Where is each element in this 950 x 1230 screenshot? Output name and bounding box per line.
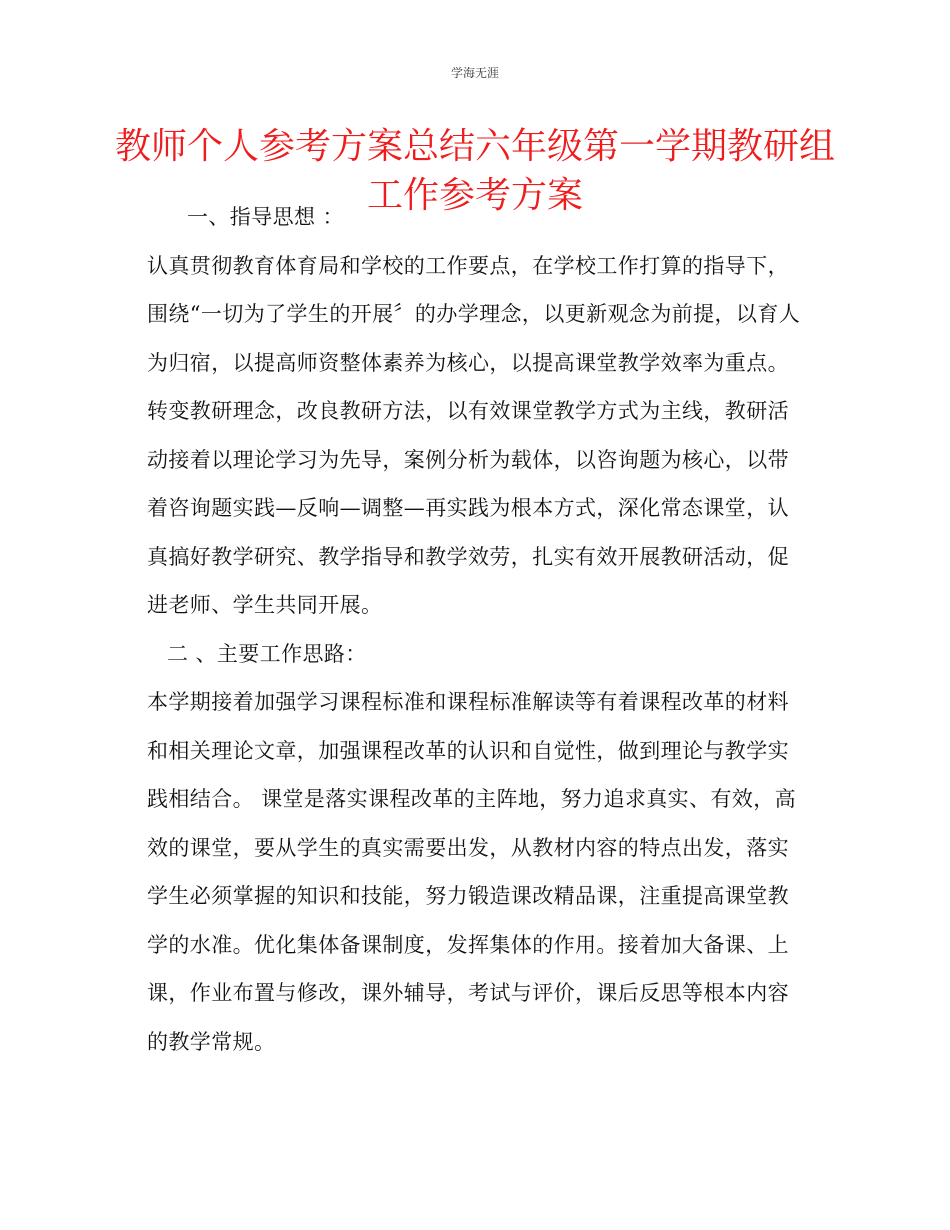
document-body xyxy=(147,193,807,1066)
section-heading-main-work: 二 、主要工作思路： xyxy=(167,641,367,666)
document-title: 教师个人参考方案总结六年级第一学期教研组工作参考方案 xyxy=(114,126,835,216)
page-header: 学海无涯 xyxy=(450,66,499,80)
section-heading-guiding-thought: 一、指导思想 ： xyxy=(187,205,344,229)
section-paragraph-guiding-thought: 认真贯彻教育体育局和学校的工作要点，在学校工作打算的指导下，围绕“一切为了学生的开展〞的办学理念，以更新观念为前提，以育人为归宿，以提高师资整体素养为核心，以提高课堂教学效率为重点。转变教研理念，改良教研方法，以有效课堂教学方式为主线，教研活动接着以理论学习为先导，案例分析为载体，以咨询题为核心，以带着咨询题实践—反响—调整—再实践为根本方式，深化常态课堂，认真搞好教学研究、教学指导和教学效劳，扎实有效开展教研活动，促进老师、学生共同开展。 xyxy=(147,253,801,617)
section-paragraph-main-work: 本学期接着加强学习课程标准和课程标准解读等有着课程改革的材料和相关理论文章，加强课程改革的认识和自觉性，做到理论与教学实践相结合。 课堂是落实课程改革的主阵地，努力追求真实、有效，高效的课堂，要从学生的真实需要出发，从教材内容的特点出发，落实学生必须掌握的知识和技能，努力锻造课改精品课，注重提高课堂教学的水准。优化集体备课制度，发挥集体的作用。接着加大备课、上课，作业布置与修改，课外辅导，考试与评价，课后反思等根本内容的教学常规。 xyxy=(147,690,797,1054)
